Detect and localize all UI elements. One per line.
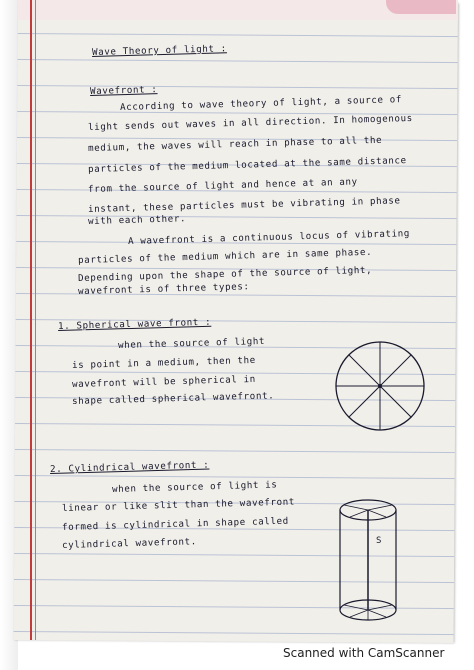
text-line: wavefront will be spherical in bbox=[71, 373, 257, 390]
text-line: cylindrical wavefront. bbox=[61, 536, 197, 551]
heading-wavefront: Wavefront : bbox=[89, 84, 158, 97]
text-line: shape called spherical wavefront. bbox=[71, 390, 275, 407]
source-label: S bbox=[376, 536, 382, 546]
heading-wave-theory: Wave Theory of light : bbox=[91, 43, 227, 58]
heading-cylindrical: 2. Cylindrical wavefront : bbox=[49, 459, 210, 475]
text-line: Depending upon the shape of the source of light, bbox=[77, 264, 373, 284]
text-line: wavefront is of three types: bbox=[77, 281, 250, 297]
text-line: light sends out waves in all direction. In homogenous bbox=[87, 112, 413, 133]
text-line: formed is cylindrical in shape called bbox=[61, 515, 289, 533]
text-line: particles of the medium which are in same phase. bbox=[77, 246, 373, 266]
text-line: when the source of light is bbox=[111, 479, 278, 495]
text-line: when the source of light bbox=[117, 335, 266, 351]
cylindrical-wavefront-figure bbox=[330, 495, 410, 625]
heading-spherical: 1. Spherical wave front : bbox=[57, 316, 212, 332]
text-line: particles of the medium located at the same distance bbox=[87, 155, 407, 175]
text-line: is point in a medium, then the bbox=[71, 354, 257, 371]
text-line: According to wave theory of light, a source of bbox=[119, 94, 403, 113]
margin-line bbox=[30, 0, 32, 640]
text-line: instant, these particles must be vibrating in phase bbox=[87, 195, 401, 215]
text-line: A wavefront is a continuous locus of vibrating bbox=[127, 228, 411, 247]
pink-corner-decoration bbox=[386, 0, 456, 14]
spherical-wavefront-figure bbox=[330, 336, 430, 436]
text-line: from the source of light and hence at an any bbox=[87, 176, 358, 195]
margin-line-secondary bbox=[35, 0, 36, 640]
text-line: linear or like slit than the wavefront bbox=[61, 496, 296, 514]
text-line: with each other. bbox=[87, 213, 187, 227]
text-line: medium, the waves will reach in phase to all the bbox=[87, 134, 383, 154]
camscanner-footer: Scanned with CamScanner bbox=[283, 646, 445, 660]
